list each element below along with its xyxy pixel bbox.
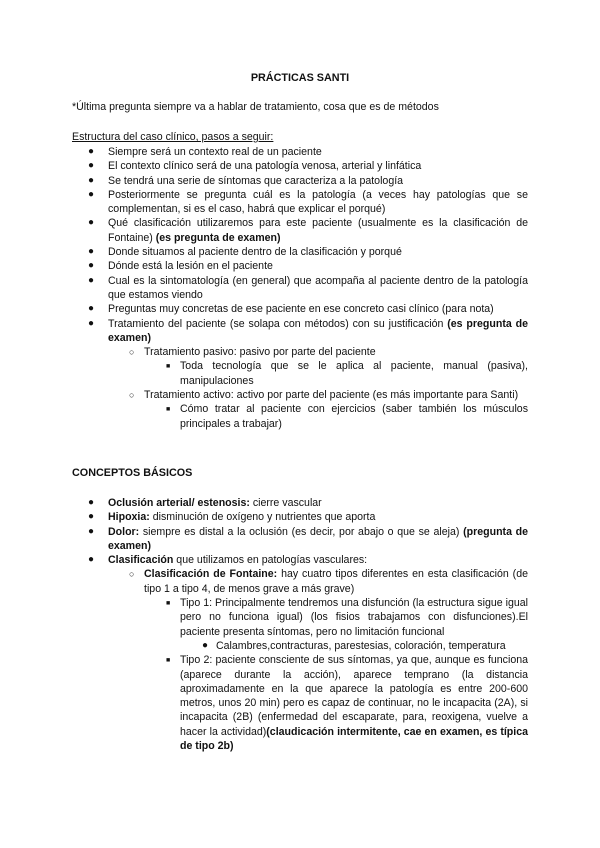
list-item: ● Qué clasificación utilizaremos para este paciente (usualmente es la clasificación de Fontaine) (es pregunta de examen) [88,217,528,244]
list-item: ● Donde situamos al paciente dentro de la clasificación y porqué [88,246,402,259]
list-item: ● Clasificación que utilizamos en patologías vasculares: [88,554,368,567]
bullet-icon: ● [88,217,95,229]
list-item: ● Preguntas muy concretas de ese paciente en ese concreto casi clínico (para nota) [88,303,494,316]
bullet-icon: ● [88,511,95,523]
list-item-active-detail: ■ Cómo tratar al paciente con ejercicios (saber también los músculos principales a trabajar) [166,403,528,430]
bullet-icon: ● [202,639,209,651]
bullet-icon: ● [88,525,95,537]
structure-list [72,145,528,431]
list-item-active-treatment: ○ Tratamiento activo: activo por parte del paciente (es más importante para Santi) [129,389,519,402]
square-bullet-icon: ■ [166,406,171,414]
square-bullet-icon: ■ [166,363,171,371]
list-item: ● Oclusión arterial/ estenosis: cierre vascular [88,497,322,509]
concepts-list [72,496,528,753]
bullet-icon: ● [88,246,95,258]
circle-bullet-icon: ○ [129,569,135,580]
square-bullet-icon: ■ [166,657,171,665]
square-bullet-icon: ■ [166,600,171,608]
section-title-concepts: CONCEPTOS BÁSICOS [72,467,193,479]
bullet-icon: ● [88,146,95,157]
list-item-tipo-2: ■ Tipo 2: paciente consciente de sus síntomas, ya que, aunque es funciona (aparece durante la acción), aparece temprano (la distancia aproximadamente en la que aparece la patología es entre 200-600 metros, unos 20 min) pero es capaz de continuar, no le incapacita (2A), si incapacita (2B) (enfermedad del escaparate, para, reoxigena, vuelve a hacer la actividad)(claudicación intermitente, cae en examen, es típica de tipo 2b) [166,654,528,753]
bullet-icon: ● [88,317,95,329]
list-item: ● Se tendrá una serie de síntomas que caracteriza a la patología [88,174,404,187]
bullet-icon: ● [88,303,95,315]
intro-note: *Última pregunta siempre va a hablar de tratamiento, cosa que es de métodos [72,101,439,113]
page-title: PRÁCTICAS SANTI [250,72,350,84]
list-item-tipo-1-symptoms: ● Calambres,contracturas, parestesias, coloración, temperatura [202,639,506,652]
list-item: ● Dolor: siempre es distal a la oclusión (es decir, por abajo o que se aleja) (pregunta de examen) [88,525,529,552]
list-item: ● El contexto clínico será de una patología venosa, arterial y linfática [88,160,422,173]
circle-bullet-icon: ○ [129,390,135,401]
list-item: ● Siempre será un contexto real de un paciente [88,146,322,158]
list-item: ● Tratamiento del paciente (se solapa con métodos) con su justificación (es pregunta de examen) [88,317,528,344]
list-item: ● Hipoxia: disminución de oxígeno y nutrientes que aporta [88,511,376,524]
bullet-icon: ● [88,274,95,286]
list-item-passive-detail: ■ Toda tecnología que se le aplica al paciente, manual (pasiva), manipulaciones [166,360,528,387]
bullet-icon: ● [88,260,95,272]
bullet-icon: ● [88,188,95,200]
structure-heading: Estructura del caso clínico, pasos a seguir: [72,131,274,143]
bullet-icon: ● [88,174,95,186]
bullet-icon: ● [88,554,95,566]
list-item: ● Cual es la sintomatología (en general) que acompaña al paciente dentro de la patología que estamos viendo [88,274,528,301]
list-item-fontaine: ○ Clasificación de Fontaine: hay cuatro tipos diferentes en esta clasificación (de tipo 1 a tipo 4, de menos grave a más grave) [129,568,528,595]
circle-bullet-icon: ○ [129,347,135,358]
list-item: ● Posteriormente se pregunta cuál es la patología (a veces hay patologías que se complementan, si es el caso, habrá que explicar el porqué) [88,188,528,216]
bullet-icon: ● [88,497,95,508]
list-item: ● Dónde está la lesión en el paciente [88,260,273,273]
list-item-passive-treatment: ○ Tratamiento pasivo: pasivo por parte del paciente [129,346,376,359]
bullet-icon: ● [88,160,95,172]
list-item-tipo-1: ■ Tipo 1: Principalmente tendremos una disfunción (la estructura sigue igual pero no funciona igual) (los fisios trabajamos con disfunciones).El paciente presenta síntomas, pero no limitación funcional [166,597,528,638]
